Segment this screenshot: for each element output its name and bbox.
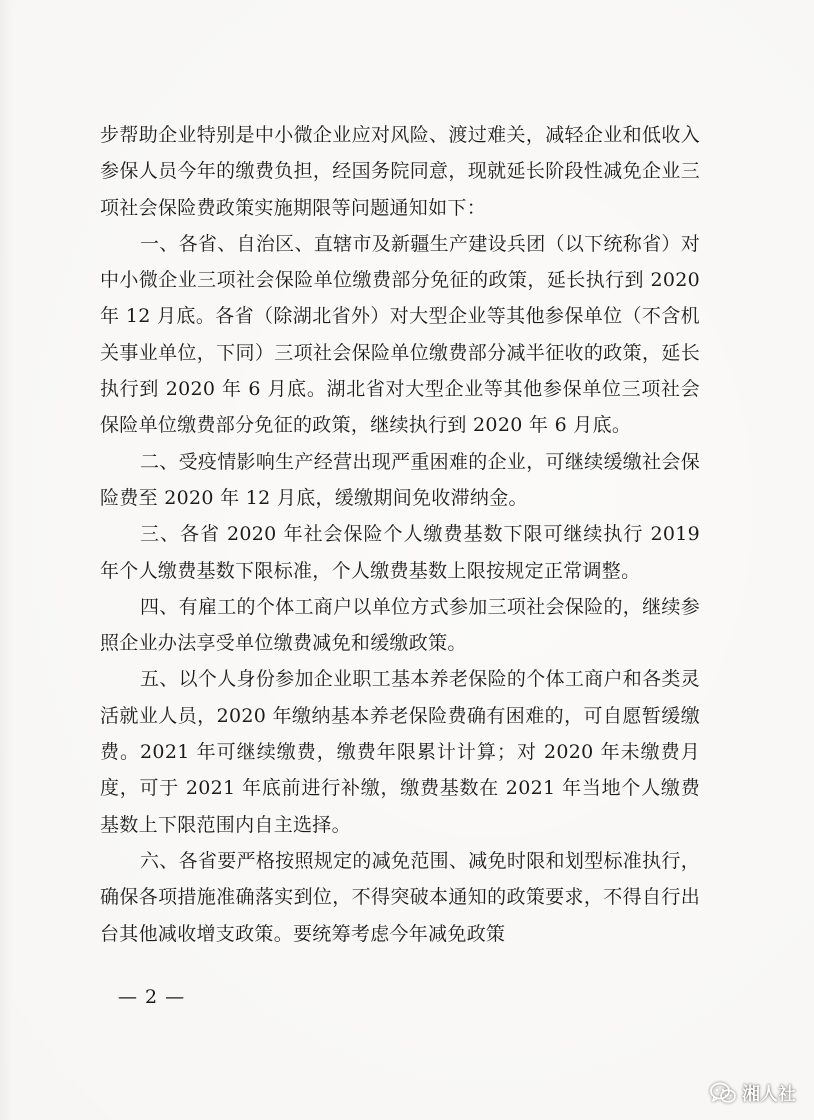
wechat-icon	[710, 1082, 736, 1104]
paragraph-item-2: 二、受疫情影响生产经营出现严重困难的企业，可继续缓缴社会保险费至 2020 年 12 月底，缓缴期间免收滞纳金。	[100, 450, 700, 509]
paragraph-item-1: 一、各省、自治区、直辖市及新疆生产建设兵团（以下统称省）对中小微企业三项社会保险单位缴费部分免征的政策，延长执行到 2020 年 12 月底。各省（除湖北省外）对大型企业等其他参保单位（不含机关事业单位，下同）三项社会保险单位缴费部分减半征收的政策，延长执行到 2020 年 6 月底。湖北省对大型企业等其他参保单位三项社会保险单位缴费部分免征的政策，继续执行到 2020 年 6 月底。	[100, 232, 700, 437]
paragraph-item-6: 六、各省要严格按照规定的减免范围、减免时限和划型标准执行，确保各项措施准确落实到位，不得突破本通知的政策要求，不得自行出台其他减收增支政策。要统筹考虑今年减免政策	[100, 849, 700, 945]
paragraph-item-5: 五、以个人身份参加企业职工基本养老保险的个体工商户和各类灵活就业人员，2020 年缴纳基本养老保险费确有困难的，可自愿暂缓缴费。2021 年可继续缴费，缴费年限累计计算；对 2020 年未缴费月度，可于 2021 年底前进行补缴，缴费基数在 2021 年当地个人缴费基数上下限范围内自主选择。	[100, 668, 700, 836]
document-body	[100, 117, 700, 952]
paragraph-intro: 步帮助企业特别是中小微企业应对风险、渡过难关，减轻企业和低收入参保人员今年的缴费负担，经国务院同意，现就延长阶段性减免企业三项社会保险费政策实施期限等问题通知如下：	[100, 124, 700, 219]
paragraph-item-3: 三、各省 2020 年社会保险个人缴费基数下限可继续执行 2019 年个人缴费基数下限标准，个人缴费基数上限按规定正常调整。	[100, 523, 700, 582]
wechat-watermark	[710, 1080, 796, 1106]
watermark-label: 湘人社	[742, 1084, 796, 1105]
page-number: — 2 —	[118, 986, 186, 1008]
paragraph-item-4: 四、有雇工的个体工商户以单位方式参加三项社会保险的，继续参照企业办法享受单位缴费减免和缓缴政策。	[100, 595, 700, 655]
